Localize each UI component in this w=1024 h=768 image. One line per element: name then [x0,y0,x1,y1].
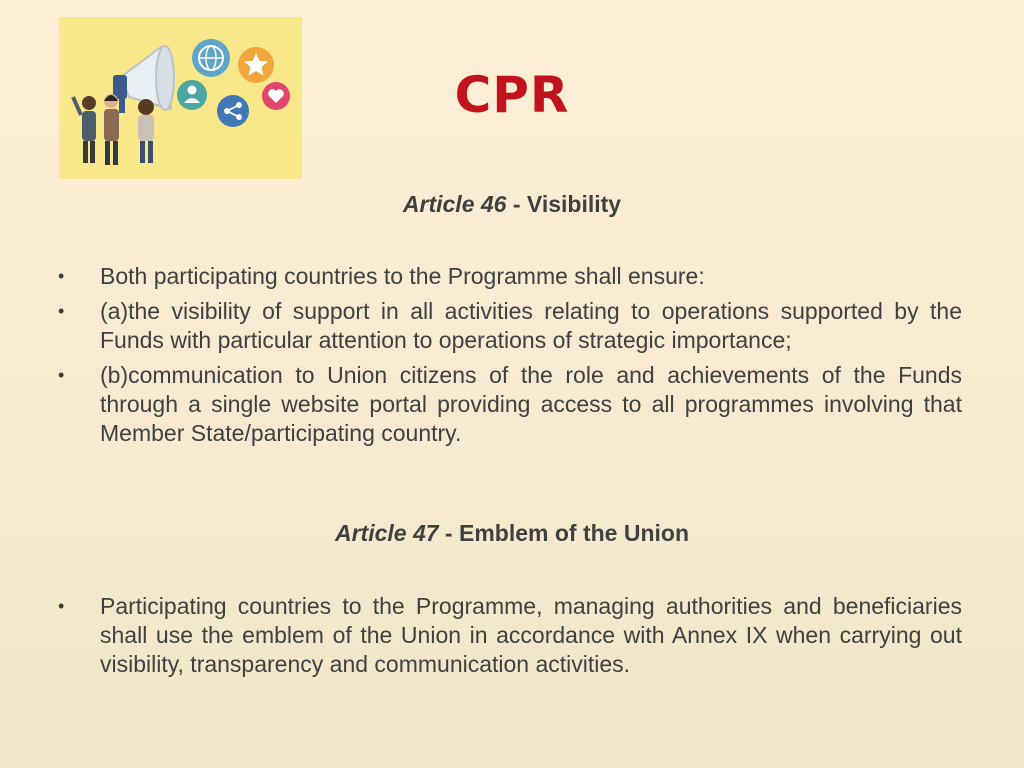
article-46-number: Article 46 [402,191,507,217]
article-46-bullet-list [0,262,962,454]
bullet-text: (a)the visibility of support in all activities relating to operations supported by the Funds with particular attention to operations of strategic importance; [100,298,962,353]
article-46-bullet-3 [0,361,962,448]
page-title: CPR [454,66,570,124]
globe-icon [192,39,230,77]
article-47-name: Emblem of the Union [459,520,689,546]
bullet-text: Both participating countries to the Programme shall ensure: [100,263,705,289]
people-group [73,94,154,165]
article-46-bullet-1 [0,262,962,291]
article-46-bullet-2 [0,297,962,355]
bullet-glyph: • [58,301,65,321]
bullet-glyph: • [58,596,65,616]
article-47-heading [0,520,1024,547]
article-47-number: Article 47 [334,520,439,546]
article-47-separator: - [438,520,459,546]
article-47-bullet-1 [0,592,962,679]
heart-icon [262,82,290,110]
social-media-illustration [59,17,302,179]
star-icon [238,47,274,83]
article-46-separator: - [506,191,527,217]
user-icon [177,80,207,110]
bullet-glyph: • [58,365,65,385]
article-47-bullet-list [0,592,962,685]
article-46-name: Visibility [526,191,622,217]
share-icon [217,95,249,127]
bullet-glyph: • [58,266,65,286]
bullet-text: Participating countries to the Programme, managing authorities and beneficiaries shall use the emblem of the Union in accordance with Annex IX when carrying out visibility, transparency and communication activities. [100,593,962,677]
bullet-text: (b)communication to Union citizens of the role and achievements of the Funds through a single website portal providing access to all programmes involving that Member State/participating country. [100,362,962,446]
article-46-heading [0,191,1024,218]
